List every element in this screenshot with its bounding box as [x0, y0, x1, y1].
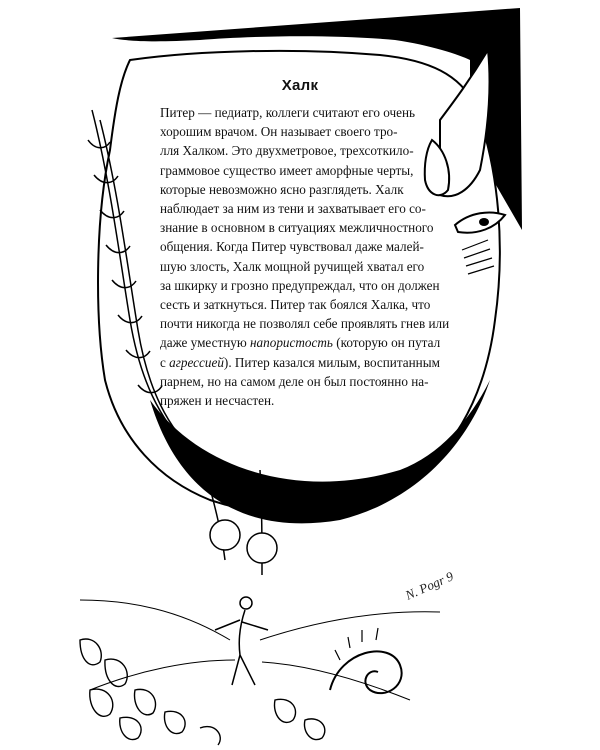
- scaly-ground: [80, 639, 325, 745]
- text-span: за шкирку и грозно предупреждал, что он должен: [160, 277, 440, 293]
- text-span: даже уместную: [160, 335, 251, 351]
- eye-pupil: [479, 218, 489, 226]
- text-span: наблюдает за ним из тени и захватывает его со-: [160, 201, 426, 217]
- emphasis-text: напористость: [250, 335, 333, 351]
- text-span: хорошим врачом. Он называет своего тро-: [160, 124, 398, 140]
- text-span: (которую он путал: [332, 335, 441, 351]
- text-line: [160, 122, 460, 141]
- text-span: Питер — педиатр, коллеги считают его очень: [160, 105, 416, 120]
- text-line: [160, 257, 460, 276]
- chapter-title: Халк: [281, 77, 319, 94]
- text-line: [160, 333, 460, 352]
- text-line: [160, 218, 460, 237]
- text-line: [160, 180, 460, 199]
- text-line: [160, 237, 460, 256]
- text-line: [160, 141, 460, 160]
- text-line: [160, 353, 460, 372]
- text-span: знание в основном в ситуациях межличностного: [160, 220, 434, 236]
- text-line: [160, 295, 460, 314]
- text-span: общения. Когда Питер чувствовал даже малей-: [160, 239, 424, 255]
- artist-signature: N. Pogr 9: [402, 568, 456, 603]
- text-line: [160, 276, 460, 295]
- text-span: граммовое существо имеет аморфные черты,: [160, 162, 414, 178]
- text-span: которые невозможно ясно разглядеть. Халк: [160, 181, 404, 197]
- text-span: шую злость, Халк мощной ручищей хватал его: [160, 258, 425, 274]
- text-span: почти никогда не позволял себе проявлять гнев или: [160, 316, 450, 332]
- radiating-lines: [80, 600, 440, 700]
- text-line: [160, 314, 460, 333]
- text-span: парнем, но на самом деле он был постоянно на-: [160, 373, 429, 389]
- text-line: [160, 199, 460, 218]
- text-span: пряжен и несчастен.: [160, 393, 275, 409]
- text-span: лля Халком. Это двухметровое, трехсоткило-: [160, 143, 414, 159]
- emphasis-text: агрессией: [169, 354, 224, 370]
- text-span: сесть и заткнуться. Питер так боялся Халка, что: [160, 297, 431, 313]
- text-line: [160, 372, 460, 391]
- curled-tail: [330, 651, 402, 693]
- text-span: ). Питер казался милым, воспитанным: [223, 354, 440, 370]
- text-line: [160, 161, 460, 180]
- text-line: [160, 103, 460, 122]
- body-paragraph: [160, 103, 460, 410]
- text-line: [160, 391, 460, 410]
- tail-spikes: [335, 628, 378, 660]
- text-span: с: [160, 354, 170, 370]
